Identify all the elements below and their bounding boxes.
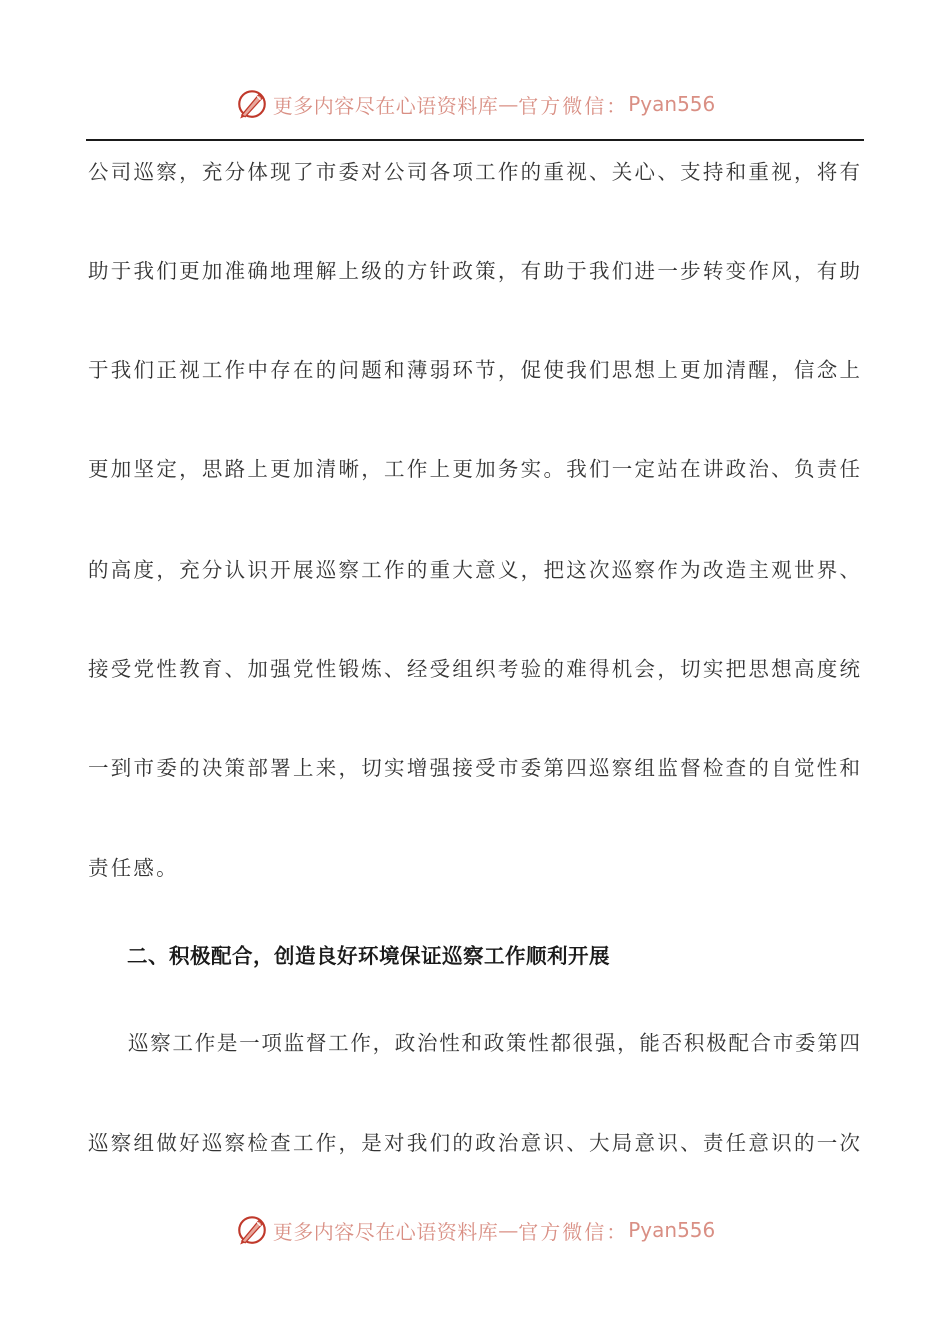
wechat-id: Pyan556: [628, 1218, 716, 1242]
wechat-label: 官方微信：: [518, 93, 629, 118]
header-banner: [0, 84, 950, 124]
brand-text: 更多内容尽在心语资料库: [272, 93, 499, 118]
footer-banner: [0, 1210, 950, 1250]
body-line-4: 更加坚定，思路上更加清晰，工作上更加务实。我们一定站在讲政治、负责任: [88, 457, 860, 481]
body-line-6: 接受党性教育、加强党性锻炼、经受组织考验的难得机会，切实把思想高度统: [88, 657, 860, 681]
section-heading: 二、积极配合，创造良好环境保证巡察工作顺利开展: [127, 944, 610, 968]
brand-text: 更多内容尽在心语资料库: [272, 1219, 499, 1244]
pen-circle-logo-icon: [235, 87, 269, 121]
wechat-id: Pyan556: [628, 92, 716, 116]
wechat-label: 官方微信：: [518, 1219, 629, 1244]
body-line-7: 一到市委的决策部署上来，切实增强接受市委第四巡察组监督检查的自觉性和: [88, 756, 860, 780]
banner-separator: —: [498, 92, 519, 116]
body-line-5: 的高度，充分认识开展巡察工作的重大意义，把这次巡察作为改造主观世界、: [88, 558, 860, 582]
body-line-1: 公司巡察，充分体现了市委对公司各项工作的重视、关心、支持和重视，将有: [88, 160, 860, 184]
para2-line-2: 巡察组做好巡察检查工作，是对我们的政治意识、大局意识、责任意识的一次: [88, 1131, 860, 1155]
para2-line-1: 巡察工作是一项监督工作，政治性和政策性都很强，能否积极配合市委第四: [128, 1031, 860, 1055]
pen-circle-logo-icon: [235, 1213, 269, 1247]
body-line-8: 责任感。: [88, 856, 179, 880]
banner-separator: —: [498, 1218, 519, 1242]
body-line-3: 于我们正视工作中存在的问题和薄弱环节，促使我们思想上更加清醒，信念上: [88, 358, 860, 382]
body-line-2: 助于我们更加准确地理解上级的方针政策，有助于我们进一步转变作风，有助: [88, 259, 860, 283]
header-divider: [86, 139, 864, 141]
